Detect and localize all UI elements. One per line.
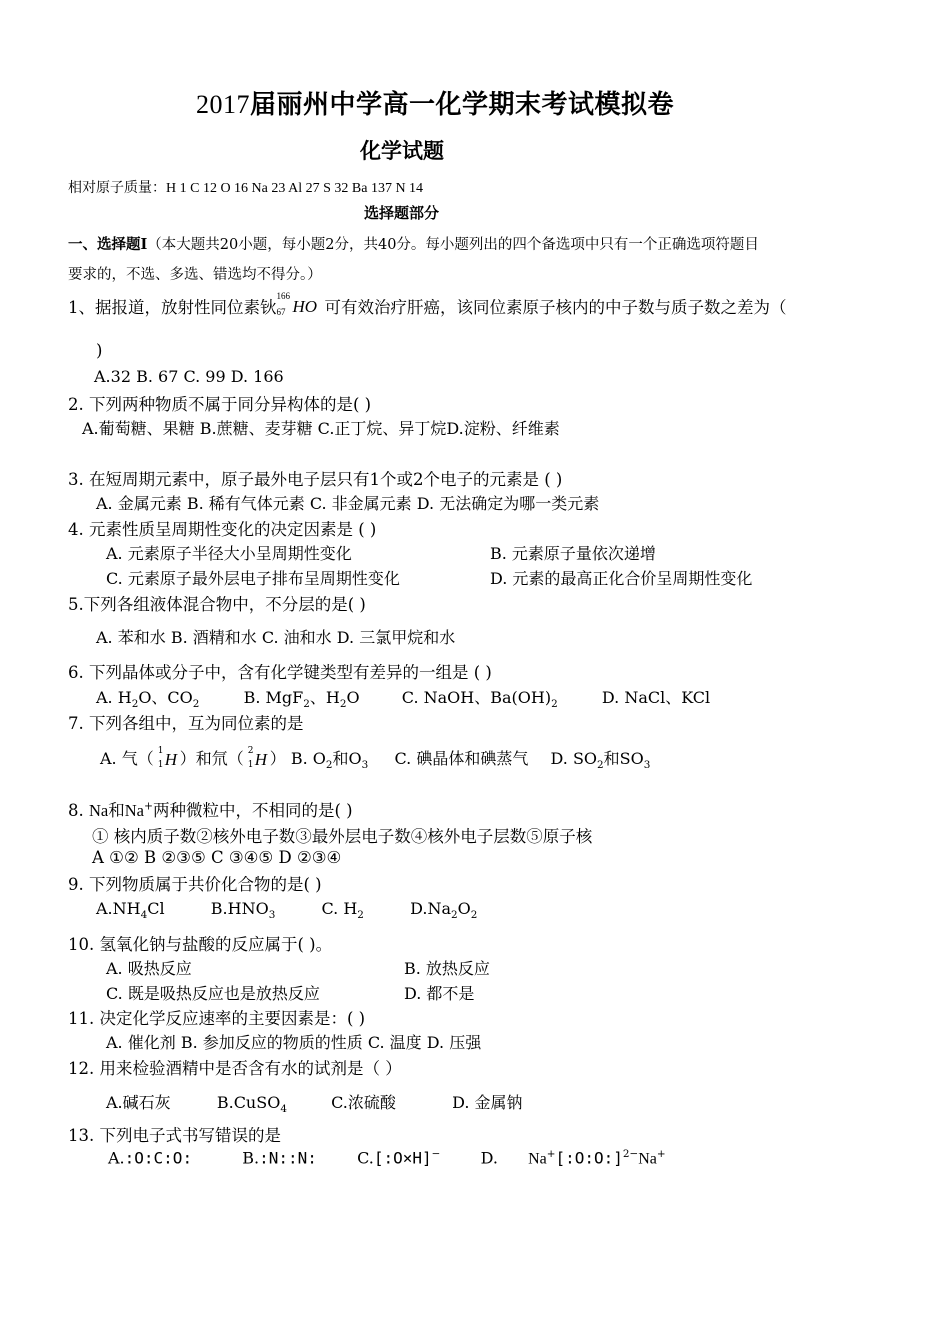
- q1-stem-c: ): [96, 341, 103, 360]
- question-10-option-d: D. 都不是: [404, 984, 475, 1003]
- q1-stem-a: 1、据报道，放射性同位素钬: [68, 298, 277, 317]
- q7-opt-d2: 和SO: [603, 749, 644, 768]
- question-11-stem: 11. 决定化学反应速率的主要因素是：( ): [68, 1009, 366, 1028]
- q8-and: 和: [108, 801, 125, 820]
- question-13-options: A.:O:C:O: B.:N::N: C.[:O×H]− D. Na+[:O:O:]$^{2-}$Na+: [108, 1148, 666, 1168]
- question-11-options: A. 催化剂 B. 参加反应的物质的性质 C. 温度 D. 压强: [106, 1033, 482, 1052]
- part1-heading: 一、选择题Ⅰ: [68, 236, 148, 253]
- iso-symbol: HO: [292, 297, 318, 316]
- q7-opt-b: B. O: [290, 749, 326, 768]
- question-10-option-b: B. 放热反应: [404, 959, 490, 978]
- q7-opt-d: D. SO: [550, 749, 598, 768]
- q13-opt-c-formula: [:O×H]: [373, 1148, 432, 1168]
- q7-opt-a3: ）: [269, 749, 286, 768]
- question-3-stem: 3. 在短周期元素中，原子最外电子层只有1个或2个电子的元素是 ( ): [68, 470, 563, 489]
- q13-opt-c-charge: −: [431, 1148, 441, 1160]
- iso-z: 67: [276, 307, 286, 317]
- q13-opt-c: C.: [357, 1148, 374, 1168]
- section-title: 选择题部分: [364, 204, 440, 222]
- h2-mass: 2: [247, 746, 254, 756]
- part1-instructions: [68, 233, 759, 254]
- q13-opt-a-formula: :O:C:O:: [124, 1148, 193, 1168]
- part1-instructions-line1: （本大题共20小题，每小题2分，共40分。每小题列出的四个备选项中只有一个正确选项符题目: [147, 237, 759, 253]
- holmium-isotope-symbol: [276, 291, 325, 317]
- question-5-options: A. 苯和水 B. 酒精和水 C. 油和水 D. 三氯甲烷和水: [96, 628, 456, 647]
- q9-opt-d2: O: [457, 899, 471, 918]
- question-7-options: A. 气（ 1 1 H ）和氘（ 2 1 H ） B. $O_2$和$O_3$ C. 碘晶体和碘蒸气 D. $SO_2$和$SO_3$: [100, 746, 650, 774]
- question-12-stem: 12. 用来检验酒精中是否含有水的试剂是（ ）: [68, 1059, 402, 1078]
- question-3-options: A. 金属元素 B. 稀有气体元素 C. 非金属元素 D. 无法确定为哪一类元素: [96, 494, 600, 513]
- protium-symbol: [154, 748, 180, 774]
- question-12-options: A.碱石灰 B.CuSO$_4$ C.浓硫酸 D. 金属钠: [106, 1093, 523, 1116]
- q7-opt-a1: A. 气（: [100, 749, 154, 768]
- q8-stem-a: 8.: [68, 801, 89, 820]
- question-6-stem: 6. 下列晶体或分子中，含有化学键类型有差异的一组是 ( ): [68, 663, 492, 682]
- question-10-option-a: A. 吸热反应: [106, 959, 192, 978]
- deuterium-symbol: [244, 748, 270, 774]
- question-4-option-c: C. 元素原子最外层电子排布呈周期性变化: [106, 569, 400, 588]
- question-5-stem: 5.下列各组液体混合物中，不分层的是( ): [68, 595, 366, 614]
- q7-opt-a2: ）和氘（: [179, 749, 244, 768]
- h2-symbol: H: [254, 750, 268, 769]
- iso-mass: 166: [276, 291, 290, 301]
- q9-opt-a2: Cl: [147, 899, 165, 918]
- title-text: 届丽州中学高一化学期末考试模拟卷: [250, 90, 675, 120]
- q9-opt-b: B.HNO: [210, 899, 269, 918]
- h1-symbol: H: [164, 750, 178, 769]
- question-4-option-a: A. 元素原子半径大小呈周期性变化: [106, 544, 352, 563]
- question-8-options: A ①② B ②③⑤ C ③④⑤ D ②③④: [92, 848, 342, 867]
- question-8-stem: 8. Na和Na+两种微粒中，不相同的是( ): [68, 799, 353, 820]
- question-6-options: A. $H_2O$、$CO_2$ B. MgF$_2$、$H_2O$ C. NaOH、$Ba(OH)_2$ D. NaCl、KCl: [96, 688, 711, 711]
- q8-na: Na: [89, 801, 109, 820]
- q8-stem-b: 两种微粒中，不相同的是( ): [152, 801, 353, 820]
- q1-stem-b: 可有效治疗肝癌，该同位素原子核内的中子数与质子数之差为（: [324, 298, 787, 317]
- q6-opt-b3: O: [346, 688, 360, 707]
- q7-opt-c: C. 碘晶体和碘蒸气: [394, 749, 529, 768]
- q6-opt-d: D. NaCl、KCl: [601, 688, 711, 707]
- question-4-option-b: B. 元素原子量依次递增: [490, 544, 656, 563]
- q7-opt-b2: 和O: [332, 749, 362, 768]
- q9-opt-c: C. H: [321, 899, 358, 918]
- question-10-option-c: C. 既是吸热反应也是放热反应: [106, 984, 320, 1003]
- q9-opt-d: D.Na: [410, 899, 451, 918]
- q13-opt-b: B.: [242, 1148, 260, 1168]
- q12-opt-d: D. 金属钠: [452, 1093, 523, 1112]
- question-4-option-d: D. 元素的最高正化合价呈周期性变化: [490, 569, 753, 588]
- q13-opt-a: A.: [108, 1148, 125, 1168]
- q13-opt-d-na1: Na: [528, 1150, 547, 1168]
- question-7-stem: 7. 下列各组中，互为同位素的是: [68, 714, 304, 733]
- page-title: [196, 84, 674, 121]
- question-2-stem: 2. 下列两种物质不属于同分异构体的是( ): [68, 395, 372, 414]
- q6-opt-c: C. NaOH、Ba(OH): [401, 688, 552, 707]
- part1-instructions-line2: 要求的，不选、多选、错选均不得分。）: [68, 267, 322, 283]
- question-8-items: ① 核内质子数②核外电子数③最外层电子数④核外电子层数⑤原子核: [92, 827, 593, 846]
- q12-opt-b: B.CuSO: [216, 1093, 281, 1112]
- q13-opt-d-charge: 2−: [622, 1148, 639, 1160]
- question-9-stem: 9. 下列物质属于共价化合物的是( ): [68, 875, 322, 894]
- question-1-stem: [68, 291, 787, 318]
- q12-opt-c: C.浓硫酸: [331, 1093, 396, 1112]
- question-9-options: $A.NH_4Cl$ $B.HNO_3$ C. $H_2$ $D.Na_2O_2$: [96, 899, 478, 922]
- q12-opt-a: A.碱石灰: [106, 1093, 171, 1112]
- q6-opt-a2: O、CO: [138, 688, 193, 707]
- page-subtitle: 化学试题: [360, 138, 444, 163]
- h2-z: 1: [247, 760, 254, 770]
- q13-opt-d: D.: [480, 1148, 498, 1168]
- q13-opt-b-formula: :N::N:: [259, 1148, 317, 1168]
- q6-opt-b: B. MgF: [243, 688, 304, 707]
- q8-na-ion: Na: [124, 801, 144, 820]
- q13-opt-d-na2: Na: [638, 1150, 657, 1168]
- question-2-options: A.葡萄糖、果糖 B.蔗糖、麦芽糖 C.正丁烷、异丁烷D.淀粉、纤维素: [82, 419, 560, 438]
- q13-opt-d-formula: [:O:O:]: [555, 1148, 623, 1168]
- h1-mass: 1: [157, 746, 164, 756]
- h1-z: 1: [157, 760, 164, 770]
- q9-opt-a: A.NH: [96, 899, 141, 918]
- question-10-stem: 10. 氢氧化钠与盐酸的反应属于( )。: [68, 935, 333, 954]
- q6-opt-b2: 、H: [309, 688, 340, 707]
- q6-opt-a: A. H: [96, 688, 132, 707]
- question-13-stem: 13. 下列电子式书写错误的是: [68, 1126, 281, 1145]
- atomic-masses: 相对原子质量：H 1 C 12 O 16 Na 23 Al 27 S 32 Ba 137 N 14: [68, 181, 424, 196]
- question-4-stem: 4. 元素性质呈周期性变化的决定因素是 ( ): [68, 520, 377, 539]
- question-1-options: A.32 B. 67 C. 99 D. 166: [94, 367, 284, 386]
- title-year: 2017: [196, 90, 250, 119]
